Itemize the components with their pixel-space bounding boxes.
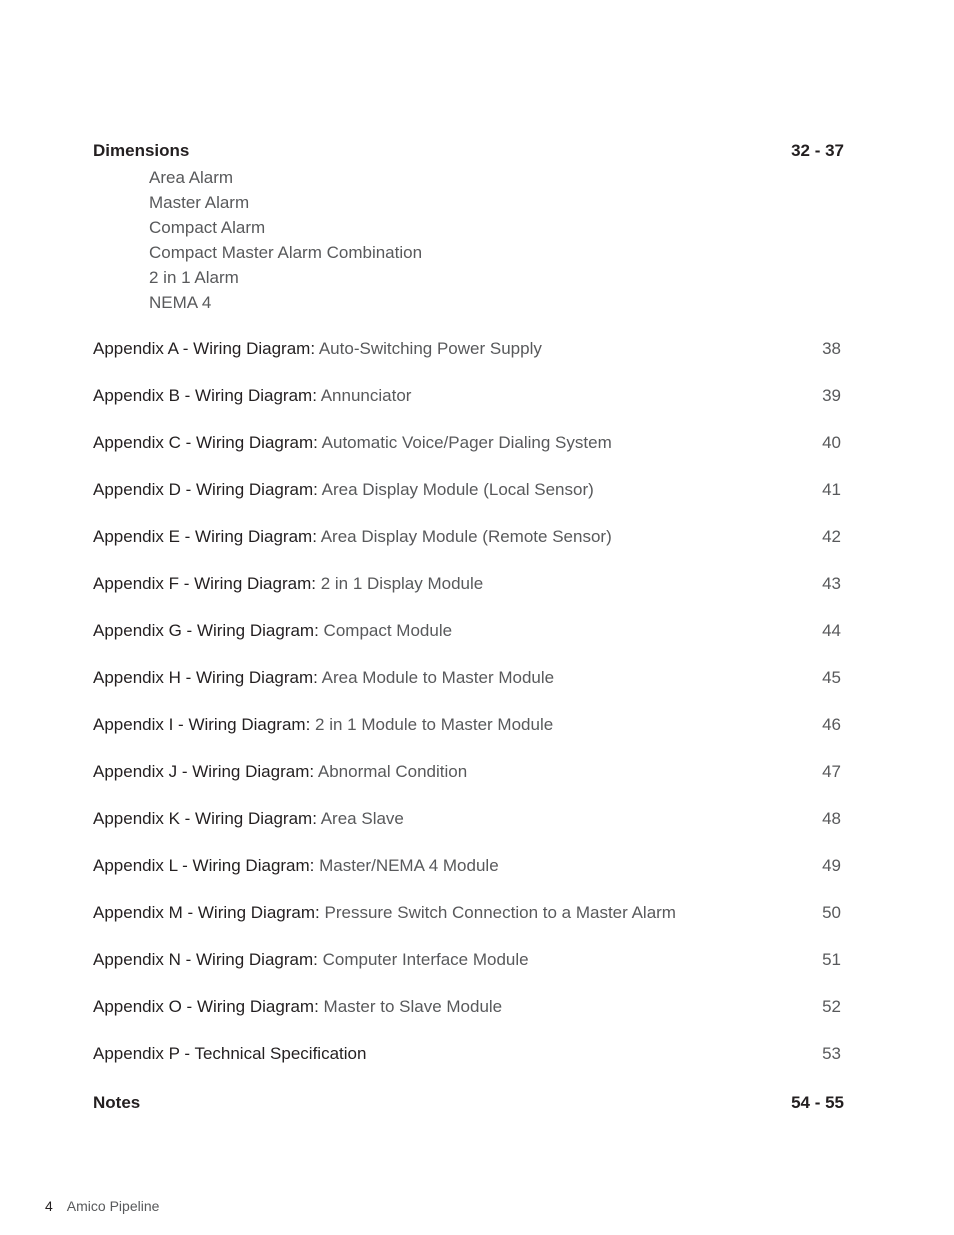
- toc-entry-appendix-a[interactable]: [93, 338, 844, 360]
- toc-entry-page: 45: [822, 668, 841, 687]
- toc-entry-page: 54 - 55: [791, 1093, 844, 1112]
- toc-entry-page: 40: [822, 433, 841, 452]
- toc-sub-item: 2 in 1 Alarm: [149, 268, 239, 287]
- toc-entry-desc: Area Display Module (Local Sensor): [321, 480, 594, 499]
- toc-entry-page: 41: [822, 480, 841, 499]
- footer-publication-name: Amico Pipeline: [66, 1198, 160, 1214]
- toc-entry-appendix-b[interactable]: [93, 385, 844, 407]
- toc-entry-appendix-i[interactable]: [93, 714, 844, 736]
- toc-entry-page: 43: [822, 574, 841, 593]
- toc-sub-item: NEMA 4: [149, 293, 212, 312]
- toc-entry-appendix-l[interactable]: [93, 855, 844, 877]
- toc-sub-item: Area Alarm: [149, 168, 234, 187]
- toc-entry-page: 32 - 37: [791, 141, 844, 160]
- toc-entry-desc: 2 in 1 Display Module: [320, 574, 484, 593]
- toc-entry-page: 53: [822, 1044, 841, 1063]
- toc-entry-desc: Master to Slave Module: [323, 997, 503, 1016]
- toc-entry-appendix-m[interactable]: [93, 902, 844, 924]
- toc-entry-page: 46: [822, 715, 841, 734]
- toc-entry-desc: Area Module to Master Module: [321, 668, 555, 687]
- footer-page-number: 4: [45, 1198, 53, 1214]
- toc-entry-label: Appendix G - Wiring Diagram:: [93, 621, 319, 640]
- toc-sub-item: Compact Master Alarm Combination: [149, 243, 423, 262]
- toc-entry-page: 39: [822, 386, 841, 405]
- table-of-contents: [93, 140, 844, 1114]
- toc-entry-appendix-c[interactable]: [93, 432, 844, 454]
- toc-entry-page: 52: [822, 997, 841, 1016]
- toc-entry-appendix-n[interactable]: [93, 949, 844, 971]
- toc-entry-dimensions[interactable]: [93, 140, 844, 162]
- dimensions-sub-list: [149, 165, 844, 315]
- toc-entry-label: Appendix J - Wiring Diagram:: [93, 762, 315, 781]
- toc-entry-desc: Automatic Voice/Pager Dialing System: [321, 433, 612, 452]
- toc-entry-label: Appendix H - Wiring Diagram:: [93, 668, 318, 687]
- toc-entry-appendix-h[interactable]: [93, 667, 844, 689]
- toc-entry-appendix-o[interactable]: [93, 996, 844, 1018]
- toc-entry-page: 50: [822, 903, 841, 922]
- toc-entry-label: Appendix B - Wiring Diagram:: [93, 386, 317, 405]
- toc-entry-label: Appendix D - Wiring Diagram:: [93, 480, 318, 499]
- toc-entry-page: 44: [822, 621, 841, 640]
- toc-entry-appendix-f[interactable]: [93, 573, 844, 595]
- toc-entry-appendix-j[interactable]: [93, 761, 844, 783]
- toc-entry-desc: Abnormal Condition: [317, 762, 468, 781]
- toc-sub-item: Master Alarm: [149, 193, 250, 212]
- toc-entry-page: 42: [822, 527, 841, 546]
- toc-entry-label: Appendix A - Wiring Diagram:: [93, 339, 316, 358]
- toc-entry-label: Appendix N - Wiring Diagram:: [93, 950, 318, 969]
- toc-sub-item: Compact Alarm: [149, 218, 266, 237]
- toc-entry-appendix-e[interactable]: [93, 526, 844, 548]
- toc-entry-label: Notes: [93, 1093, 141, 1112]
- appendix-list: [93, 338, 844, 1065]
- toc-entry-page: 38: [822, 339, 841, 358]
- toc-entry-appendix-g[interactable]: [93, 620, 844, 642]
- toc-entry-desc: Compact Module: [323, 621, 453, 640]
- toc-entry-appendix-p[interactable]: [93, 1043, 844, 1065]
- toc-entry-page: 49: [822, 856, 841, 875]
- toc-entry-appendix-k[interactable]: [93, 808, 844, 830]
- toc-entry-label: Appendix P - Technical Specification: [93, 1044, 367, 1063]
- toc-entry-label: Appendix C - Wiring Diagram:: [93, 433, 318, 452]
- toc-entry-notes[interactable]: [93, 1092, 844, 1114]
- toc-entry-appendix-d[interactable]: [93, 479, 844, 501]
- toc-entry-page: 47: [822, 762, 841, 781]
- toc-entry-page: 51: [822, 950, 841, 969]
- toc-entry-page: 48: [822, 809, 841, 828]
- toc-entry-label: Appendix M - Wiring Diagram:: [93, 903, 320, 922]
- page-footer: [45, 1196, 159, 1216]
- toc-entry-desc: 2 in 1 Module to Master Module: [315, 715, 554, 734]
- toc-entry-label: Appendix I - Wiring Diagram:: [93, 715, 311, 734]
- toc-entry-desc: Annunciator: [320, 386, 412, 405]
- toc-entry-label: Appendix E - Wiring Diagram:: [93, 527, 317, 546]
- toc-entry-desc: Master/NEMA 4 Module: [319, 856, 499, 875]
- toc-entry-label: Appendix K - Wiring Diagram:: [93, 809, 317, 828]
- toc-entry-desc: Area Slave: [320, 809, 404, 828]
- toc-entry-label: Dimensions: [93, 141, 190, 160]
- toc-entry-label: Appendix L - Wiring Diagram:: [93, 856, 315, 875]
- toc-entry-desc: Auto-Switching Power Supply: [318, 339, 542, 358]
- toc-entry-label: Appendix F - Wiring Diagram:: [93, 574, 316, 593]
- toc-entry-desc: Pressure Switch Connection to a Master Alarm: [324, 903, 676, 922]
- toc-entry-label: Appendix O - Wiring Diagram:: [93, 997, 319, 1016]
- toc-entry-desc: Area Display Module (Remote Sensor): [320, 527, 612, 546]
- toc-entry-desc: Computer Interface Module: [322, 950, 529, 969]
